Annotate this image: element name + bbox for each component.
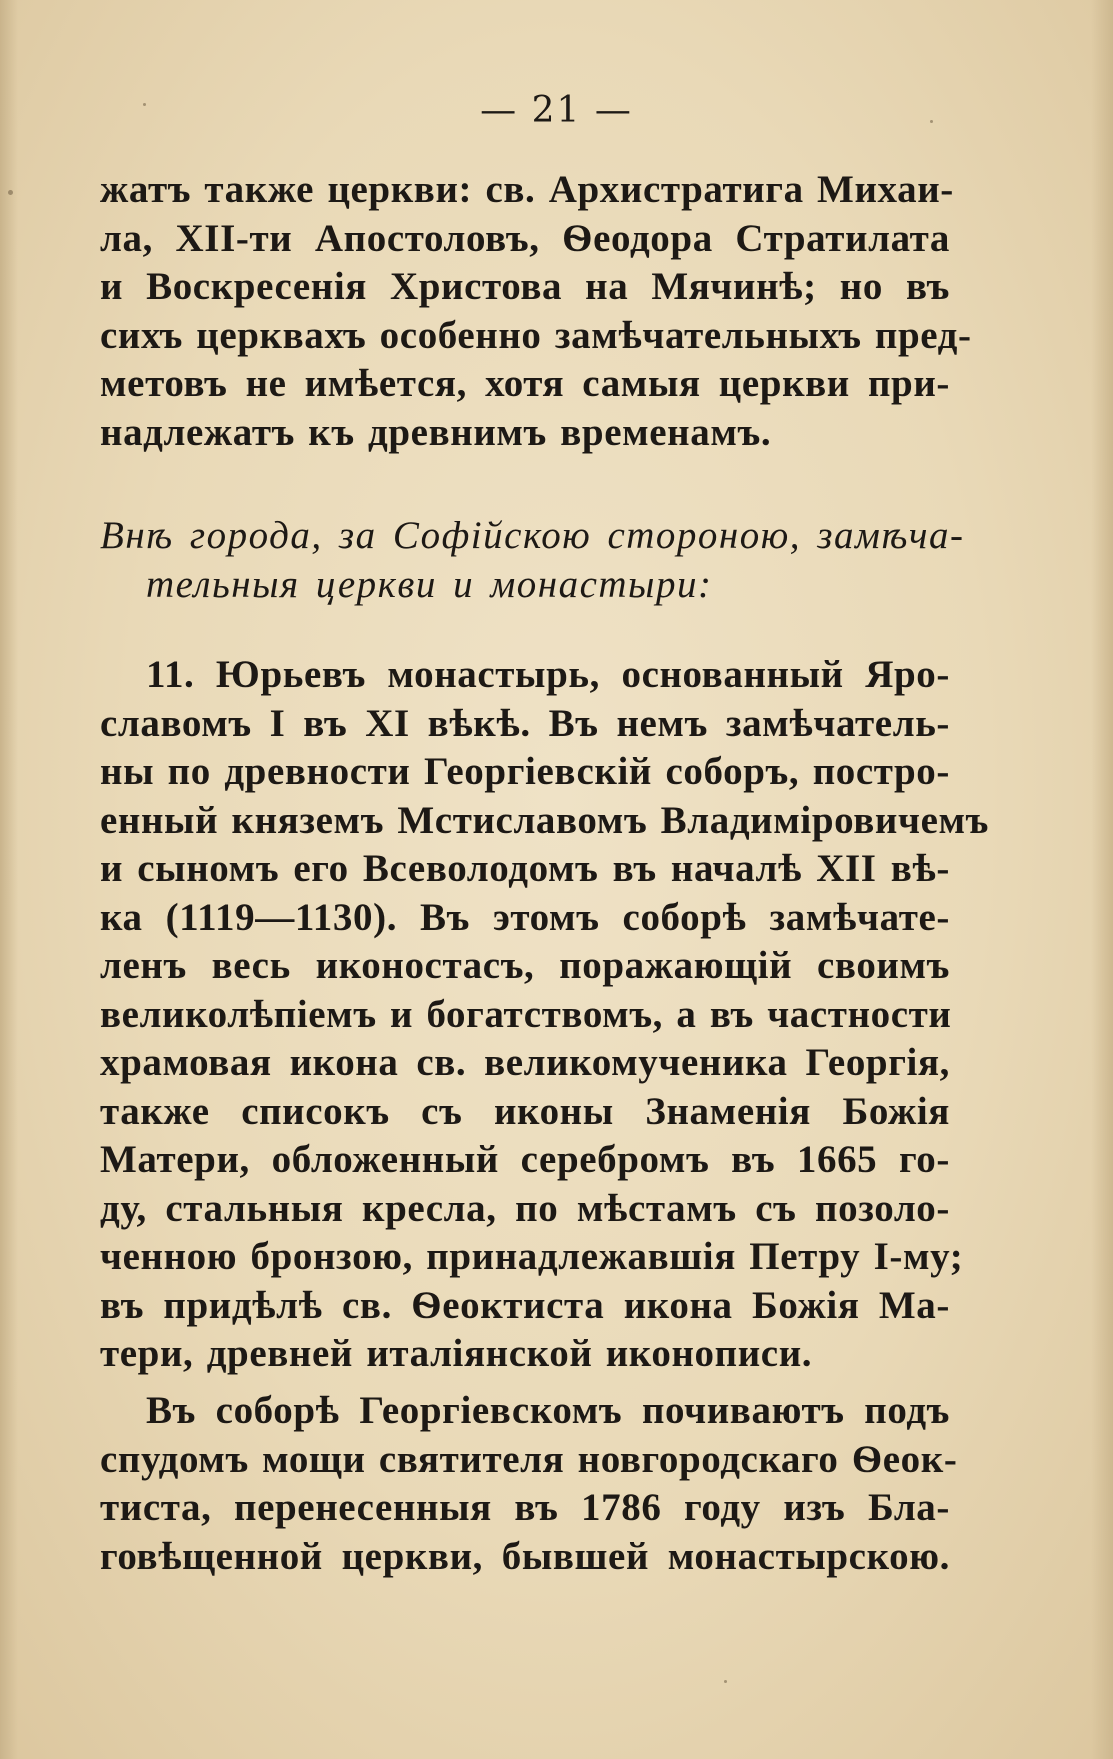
heading-line: тельныя церкви и монастыри: [146, 562, 713, 606]
text-line: славомъ I въ XI вѣкѣ. Въ немъ замѣчатель- [100, 701, 950, 745]
text-line: енный княземъ Мстиславомъ Владиміровичемъ [100, 798, 989, 842]
text-line: въ придѣлѣ св. Ѳеоктиста икона Божія Ма- [100, 1283, 950, 1327]
text-line: надлежатъ къ древнимъ временамъ. [100, 410, 772, 454]
text-line: также списокъ съ иконы Знаменія Божія [100, 1089, 950, 1133]
text-line: ленъ весь иконостасъ, поражающій своимъ [100, 944, 950, 987]
text-line: тери, древней италіянской иконописи. [100, 1332, 813, 1375]
text-line: метовъ не имѣется, хотя самыя церкви при- [100, 362, 950, 405]
text-line: Въ соборѣ Георгіевскомъ почиваютъ подъ [146, 1389, 950, 1432]
text-line: великолѣпіемъ и богатствомъ, а въ частности [100, 992, 952, 1036]
paragraph-relics [100, 1387, 958, 1581]
page-edge-right [1091, 0, 1113, 1759]
page-edge-left [0, 0, 18, 1759]
entry-11 [100, 651, 989, 1379]
text-line: жатъ также церкви: св. Архистратига Михаи- [100, 168, 954, 211]
text-line: и Воскресенія Христова на Мячинѣ; но въ [100, 265, 950, 308]
text-line: ка (1119—1130). Въ этомъ соборѣ замѣчате- [100, 895, 950, 939]
text-line: храмовая икона св. великомученика Георгія, [100, 1041, 950, 1084]
heading-line: Внѣ города, за Софійскою стороною, замѣча- [100, 514, 965, 557]
page-number: — 21 — [480, 90, 633, 131]
paper-speck [724, 1680, 727, 1683]
text-line: тиста, перенесенныя въ 1786 году изъ Бла- [100, 1486, 950, 1529]
text-line: сихъ церквахъ особенно замѣчательныхъ пред- [100, 313, 972, 357]
text-line: спудомъ мощи святителя новгородскаго Ѳеок- [100, 1437, 958, 1481]
paper-speck [8, 190, 13, 195]
text-line: ду, стальныя кресла, по мѣстамъ съ позоло- [100, 1186, 950, 1230]
text-line: и сыномъ его Всеволодомъ въ началѣ XII вѣ- [100, 847, 950, 890]
text-line: 11. Юрьевъ монастырь, основанный Яро- [146, 653, 950, 696]
text-line: ны по древности Георгіевскій соборъ, постро- [100, 750, 950, 793]
text-line: ла, XII-ти Апостоловъ, Ѳеодора Стратилата [100, 216, 950, 260]
paragraph-continuation [100, 166, 972, 457]
text-line: говѣщенной церкви, бывшей монастырскою. [100, 1534, 950, 1578]
text-line: Матери, обложенный серебромъ въ 1665 го- [100, 1138, 950, 1181]
section-heading [100, 512, 965, 609]
text-line: ченною бронзою, принадлежавшія Петру I-му; [100, 1235, 964, 1278]
